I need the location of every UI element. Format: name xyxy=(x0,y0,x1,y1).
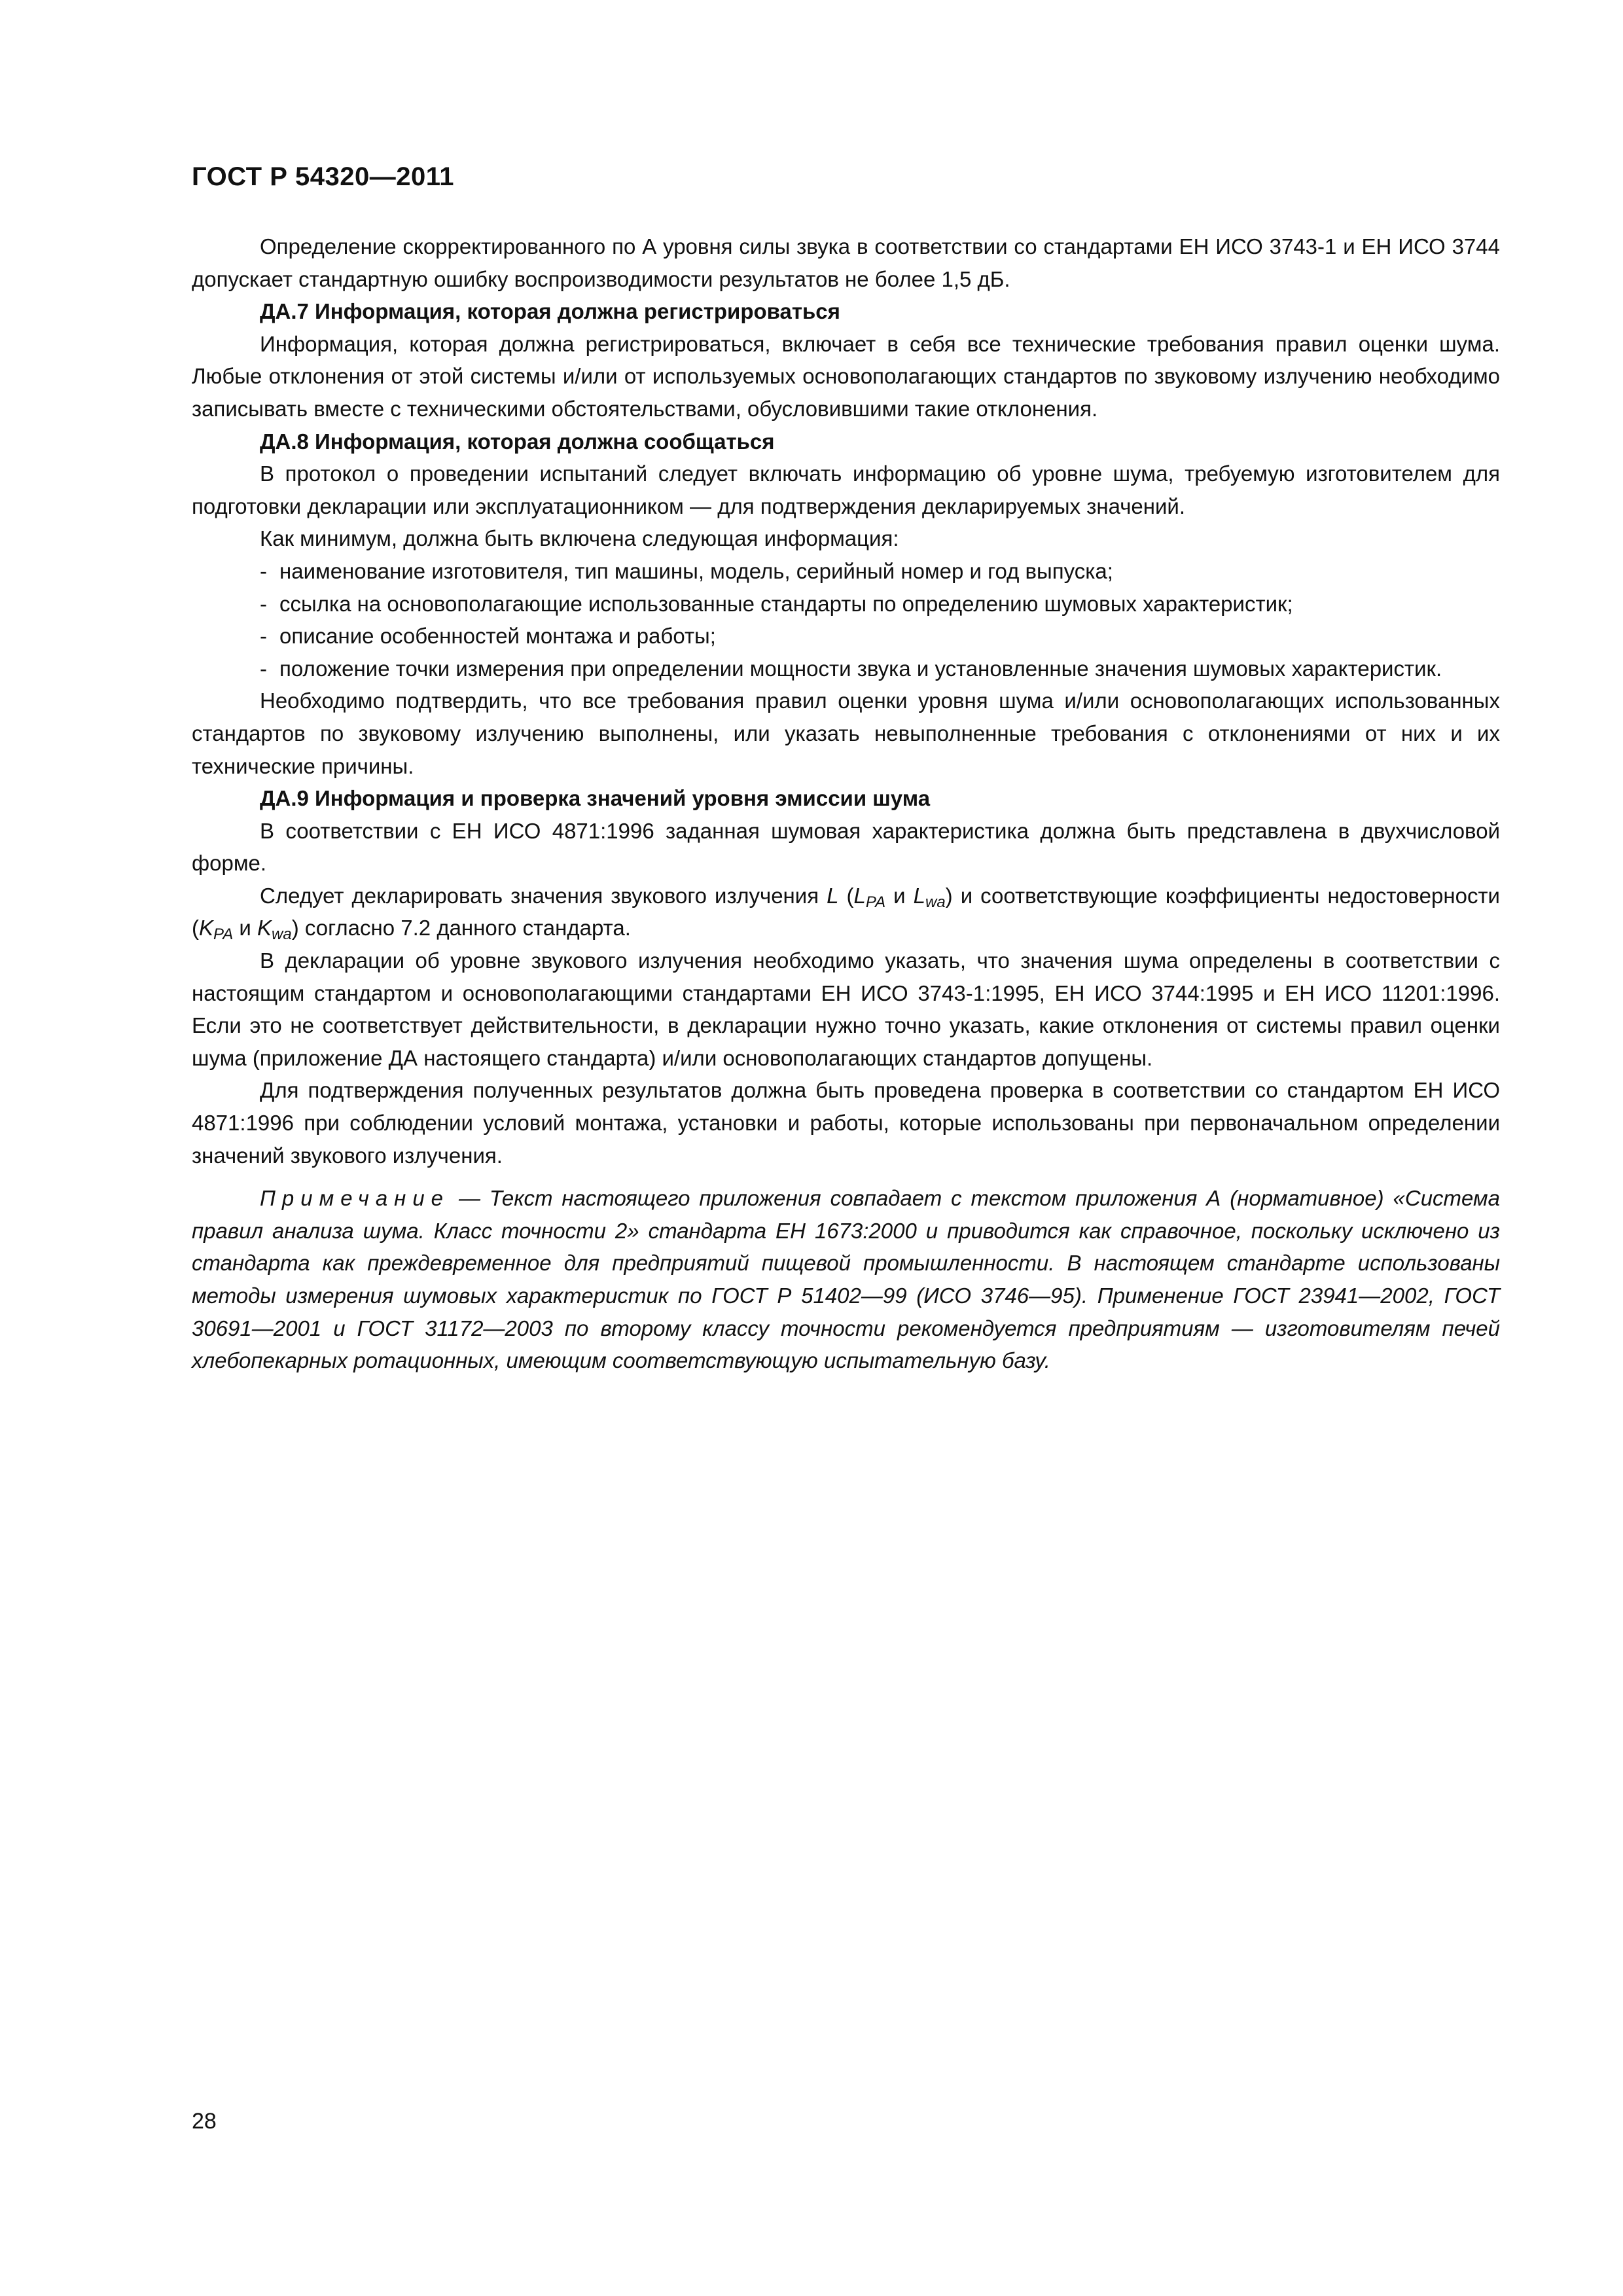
subscript-wa: wa xyxy=(925,893,946,911)
da9-paragraph-1: В соответствии с ЕН ИСО 4871:1996 заданная шумовая характеристика должна быть представлена в двухчисловой форме. xyxy=(192,818,1500,876)
list-item xyxy=(192,620,1500,653)
intro-paragraph: Определение скорректированного по А уровня силы звука в соответствии со стандартами ЕН ИСО 3743-1 и ЕН ИСО 3744 допускает стандартную ошибку воспроизводимости результатов не более 1,5 дБ. xyxy=(192,234,1500,291)
text-run: ( xyxy=(838,883,854,908)
da8-paragraph-1: В протокол о проведении испытаний следует включать информацию об уровне шума, требуемую изготовителем для подготовки декларации или эксплуатационником — для подтверждения декларируемых значений. xyxy=(192,461,1500,518)
section-heading-da9: ДА.9 Информация и проверка значений уровня эмиссии шума xyxy=(260,786,931,811)
da8-paragraph-3: Необходимо подтвердить, что все требования правил оценки уровня шума и/или основополагающих использованных стандартов по звуковому излучению выполнены, или указать невыполненные требования с отклонениями от них и их технические причины. xyxy=(192,689,1500,778)
subscript-pa: PA xyxy=(865,893,886,911)
symbol-L: L xyxy=(827,883,839,908)
symbol-K: K xyxy=(257,916,272,941)
list-dash: - xyxy=(260,656,267,681)
text-run: и xyxy=(233,916,258,941)
list-item-text: положение точки измерения при определении мощности звука и установленные значения шумовых характеристик. xyxy=(279,656,1442,681)
text-run: ) и соответствующие коэффициенты недостоверности ( xyxy=(192,883,1500,941)
section-heading-da8: ДА.8 Информация, которая должна сообщаться xyxy=(260,429,775,454)
list-dash: - xyxy=(260,591,267,616)
list-item-text: описание особенностей монтажа и работы; xyxy=(279,624,716,649)
da9-paragraph-4: Для подтверждения полученных результатов должна быть проведена проверка в соответствии со стандартом ЕН ИСО 4871:1996 при соблюдении условий монтажа, установки и работы, которые использованы при первоначальном определении значений звукового излучения. xyxy=(192,1078,1500,1168)
text-run: Следует декларировать значения звукового излучения xyxy=(260,883,827,908)
list-item-text: наименование изготовителя, тип машины, модель, серийный номер и год выпуска; xyxy=(279,558,1113,583)
da9-paragraph-2 xyxy=(192,880,1500,944)
list-item xyxy=(192,588,1500,620)
section-heading-da7: ДА.7 Информация, которая должна регистрироваться xyxy=(260,299,840,324)
page-number: 28 xyxy=(192,2109,217,2134)
subscript-pa: PA xyxy=(213,925,234,944)
da7-paragraph: Информация, которая должна регистрироваться, включает в себя все технические требования правил оценки шума. Любые отклонения от этой системы и/или от используемых основополагающих стандартов по звуковому излучению необходимо записывать вместе с техническими обстоятельствами, обусловившими такие отклонения. xyxy=(192,331,1500,421)
list-item xyxy=(192,555,1500,588)
note-text: — Текст настоящего приложения совпадает с текстом приложения А (нормативное) «Система правил анализа шума. Класс точности 2» стандарта ЕН 1673:2000 и приводится как справочное, поскольку исключено из стандарта как преждевременное для предприятий пищевой промышленности. В настоящем стандарте использованы методы измерения шумовых характеристик по ГОСТ Р 51402—99 (ИСО 3746—95). Применение ГОСТ 23941—2002, ГОСТ 30691—2001 и ГОСТ 31172—2003 по второму классу точности рекомендуется предприятиям — изготовителям печей хлебопекарных ротационных, имеющим соответствующую испытательную базу. xyxy=(192,1186,1500,1373)
note-label: Примечание xyxy=(260,1186,450,1211)
symbol-L: L xyxy=(853,883,866,908)
list-item-text: ссылка на основополагающие использованные стандарты по определению шумовых характеристик; xyxy=(279,591,1293,616)
da8-info-list xyxy=(192,555,1500,685)
da9-paragraph-3: В декларации об уровне звукового излучения необходимо указать, что значения шума определены в соответствии с настоящим стандартом и основополагающими стандартами ЕН ИСО 3743-1:1995, ЕН ИСО 3744:1995 и ЕН ИСО 11201:1996. Если это не соответствует действительности, в декларации нужно точно указать, какие отклонения от системы правил оценки шума (приложение ДА настоящего стандарта) и/или основополагающих стандартов допущены. xyxy=(192,948,1500,1070)
symbol-L: L xyxy=(913,883,925,908)
list-item xyxy=(192,653,1500,685)
text-run: ) согласно 7.2 данного стандарта. xyxy=(291,916,631,941)
list-dash: - xyxy=(260,624,267,649)
list-dash: - xyxy=(260,558,267,583)
symbol-K: K xyxy=(199,916,214,941)
note-paragraph xyxy=(192,1182,1500,1377)
document-header: ГОСТ Р 54320—2011 xyxy=(192,162,454,191)
document-body xyxy=(192,230,1500,1377)
da8-paragraph-2: Как минимум, должна быть включена следующая информация: xyxy=(260,526,899,551)
subscript-wa: wa xyxy=(272,925,292,944)
text-run: и xyxy=(885,883,914,908)
